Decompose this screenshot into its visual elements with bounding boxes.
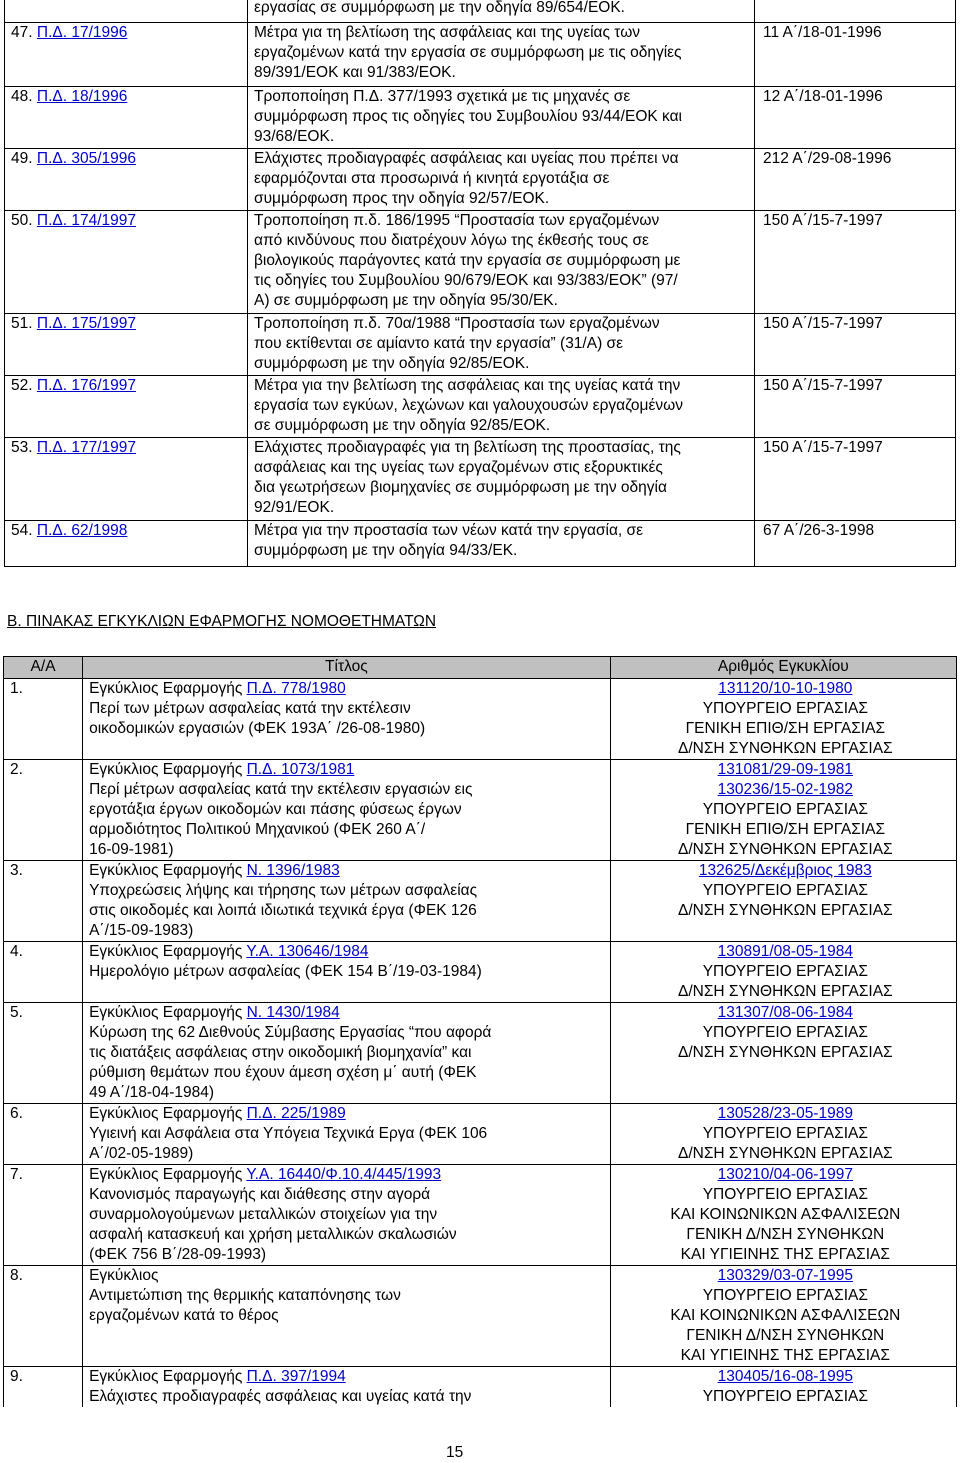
title-line: εργαζομένων κατά την εργασία σε συμμόρφωση με τις οδηγίες	[254, 44, 682, 61]
table-row	[5, 521, 956, 567]
table-row	[5, 376, 956, 438]
title-line: Τροποποίηση Π.Δ. 377/1993 σχετικά με τις μηχανές σε	[254, 88, 631, 105]
title-line: συμμόρφωση προς τις οδηγίες του Συμβουλίου 93/44/ΕΟΚ και	[254, 108, 682, 125]
row-number-cell	[4, 1003, 83, 1104]
row-number: 1.	[10, 680, 23, 697]
title-cell	[248, 211, 755, 314]
fek-value: 11 Α΄/18-01-1996	[763, 24, 882, 41]
circular-title-line: συναρμολογούμενων μεταλλικών στοιχείων για την	[89, 1206, 438, 1223]
law-link[interactable]: Π.Δ. 225/1989	[246, 1105, 346, 1122]
circular-title-line: Αντιμετώπιση της θερμικής καταπόνησης των	[89, 1287, 401, 1304]
circular-ref-link[interactable]: 130236/15-02-1982	[717, 781, 853, 798]
table-row	[4, 679, 957, 760]
row-number: 7.	[10, 1166, 23, 1183]
decree-link[interactable]: Π.Δ. 175/1997	[36, 315, 136, 332]
table-row	[4, 1165, 957, 1266]
circular-title-line: ρύθμιση θεμάτων που έχουν άμεση σχέση μ΄ αυτή (ΦΕΚ	[89, 1064, 477, 1081]
fek-cell	[755, 149, 956, 211]
title-line: βιολογικούς παράγοντες κατά την εργασία σε συμμόρφωση με	[254, 252, 681, 269]
circular-ref-link[interactable]: 130329/03-07-1995	[717, 1267, 853, 1284]
issuing-authority: ΓΕΝΙΚΗ Δ/ΝΣΗ ΣΥΝΘΗΚΩΝ	[686, 1327, 885, 1344]
circular-title-line: εργοτάξια έργων οικοδομών και πάσης φύσεως έργων	[89, 801, 462, 818]
row-number: 48.	[11, 88, 33, 105]
circular-title-line: εργαζομένων κατά το θέρος	[89, 1307, 279, 1324]
circular-title-line: Ημερολόγιο μέτρων ασφαλείας (ΦΕΚ 154 Β΄/19-03-1984)	[89, 963, 482, 980]
decree-link[interactable]: Π.Δ. 17/1996	[36, 24, 128, 41]
issuing-authority: ΥΠΟΥΡΓΕΙΟ ΕΡΓΑΣΙΑΣ	[702, 700, 868, 717]
row-number-cell	[4, 1165, 83, 1266]
row-number: 3.	[10, 862, 23, 879]
issuing-authority: ΓΕΝΙΚΗ ΕΠΙΘ/ΣΗ ΕΡΓΑΣΙΑΣ	[685, 821, 886, 838]
circular-number-cell	[610, 1266, 956, 1367]
circular-title-line: Α΄/15-09-1983)	[89, 922, 194, 939]
fek-cell	[755, 521, 956, 567]
law-link[interactable]: Υ.Α. 130646/1984	[246, 943, 369, 960]
circular-ref-link[interactable]: 130210/04-06-1997	[717, 1166, 853, 1183]
row-number: 50.	[11, 212, 33, 229]
title-line: Τροποποίηση π.δ. 186/1995 “Προστασία των εργαζομένων	[254, 212, 660, 229]
circular-heading	[89, 1266, 610, 1286]
circular-number-cell	[610, 679, 956, 760]
table-row	[5, 87, 956, 149]
title-line: Τροποποίηση π.δ. 70α/1988 “Προστασία των εργαζομένων	[254, 315, 660, 332]
decree-link[interactable]: Π.Δ. 176/1997	[36, 377, 136, 394]
issuing-authority: Δ/ΝΣΗ ΣΥΝΘΗΚΩΝ ΕΡΓΑΣΙΑΣ	[677, 983, 893, 1000]
circular-title-line: 16-09-1981)	[89, 841, 174, 858]
issuing-authority: ΓΕΝΙΚΗ Δ/ΝΣΗ ΣΥΝΘΗΚΩΝ	[686, 1226, 885, 1243]
circular-heading	[89, 1104, 610, 1124]
section-title: Β. ΠΙΝΑΚΑΣ ΕΓΚΥΚΛΙΩΝ ΕΦΑΡΜΟΓΗΣ ΝΟΜΟΘΕΤΗΜΑΤΩΝ	[7, 613, 437, 630]
row-number: 49.	[11, 150, 33, 167]
circular-number-cell	[610, 1003, 956, 1104]
circular-title-line: τις διατάξεις ασφάλειας στην οικοδομική βιομηχανία” και	[89, 1044, 472, 1061]
row-number: 8.	[10, 1267, 23, 1284]
circular-number-cell	[610, 1367, 956, 1408]
circular-title-line: Περί μέτρων ασφαλείας κατά την εκτέλεσιν εργασιών εις	[89, 781, 473, 798]
circular-number-cell	[610, 1165, 956, 1266]
circular-title-line: (ΦΕΚ 756 Β΄/28-09-1993)	[89, 1246, 267, 1263]
circular-title-line: Περί των μέτρων ασφαλείας κατά την εκτέλεσιν	[89, 700, 411, 717]
circular-title-cell	[83, 942, 611, 1003]
issuing-authority: ΥΠΟΥΡΓΕΙΟ ΕΡΓΑΣΙΑΣ	[702, 882, 868, 899]
table-row	[4, 1367, 957, 1408]
decree-link[interactable]: Π.Δ. 18/1996	[36, 88, 128, 105]
circular-number-cell	[610, 1104, 956, 1165]
row-number-cell	[4, 1104, 83, 1165]
fek-cell	[755, 211, 956, 314]
title-cell	[248, 314, 755, 376]
title-line: 92/91/ΕΟΚ.	[254, 499, 335, 516]
table-row	[4, 760, 957, 861]
row-number: 9.	[10, 1368, 23, 1385]
issuing-authority: ΥΠΟΥΡΓΕΙΟ ΕΡΓΑΣΙΑΣ	[702, 1186, 868, 1203]
decree-cell	[5, 149, 248, 211]
issuing-authority: ΓΕΝΙΚΗ ΕΠΙΘ/ΣΗ ΕΡΓΑΣΙΑΣ	[685, 720, 886, 737]
circular-heading	[89, 760, 610, 780]
issuing-authority: ΥΠΟΥΡΓΕΙΟ ΕΡΓΑΣΙΑΣ	[702, 1125, 868, 1142]
circular-number-cell	[610, 942, 956, 1003]
circular-title-cell	[83, 1165, 611, 1266]
fek-cell	[755, 314, 956, 376]
circular-type: Εγκύκλιος Εφαρμογής	[89, 680, 243, 697]
issuing-authority: ΥΠΟΥΡΓΕΙΟ ΕΡΓΑΣΙΑΣ	[702, 963, 868, 980]
row-number-cell	[4, 1266, 83, 1367]
decree-link[interactable]: Π.Δ. 174/1997	[36, 212, 136, 229]
title-line: Μέτρα για την βελτίωση της ασφάλειας και της υγείας κατά την	[254, 377, 681, 394]
fek-value: 12 Α΄/18-01-1996	[763, 88, 883, 105]
circular-title-line: Α΄/02-05-1989)	[89, 1145, 194, 1162]
table-row	[5, 211, 956, 314]
fek-cell	[755, 23, 956, 87]
row-number: 4.	[10, 943, 23, 960]
law-link[interactable]: Π.Δ. 778/1980	[246, 680, 346, 697]
row-number: 51.	[11, 315, 33, 332]
law-link[interactable]: Π.Δ. 397/1994	[246, 1368, 346, 1385]
row-number: 52.	[11, 377, 33, 394]
circular-type: Εγκύκλιος Εφαρμογής	[89, 761, 243, 778]
circular-ref-link[interactable]: 130528/23-05-1989	[717, 1105, 853, 1122]
issuing-authority: ΚΑΙ ΚΟΙΝΩΝΙΚΩΝ ΑΣΦΑΛΙΣΕΩΝ	[670, 1307, 901, 1324]
title-line: 89/391/ΕΟΚ και 91/383/ΕΟΚ.	[254, 64, 456, 81]
circular-title-line: Υποχρεώσεις λήψης και τήρησης των μέτρων ασφαλείας	[89, 882, 478, 899]
decree-cell	[5, 23, 248, 87]
header-row	[4, 657, 957, 679]
page-number: 15	[446, 1444, 464, 1461]
law-link[interactable]: Π.Δ. 1073/1981	[246, 761, 355, 778]
fek-cell	[755, 87, 956, 149]
issuing-authority: ΥΠΟΥΡΓΕΙΟ ΕΡΓΑΣΙΑΣ	[702, 1287, 868, 1304]
row-number: 53.	[11, 439, 33, 456]
circular-heading	[89, 861, 610, 881]
decree-cell	[5, 87, 248, 149]
title-line: που εκτίθενται σε αμίαντο κατά την εργασία” (31/Α) σε	[254, 335, 624, 352]
title-line: εφαρμόζονται στα προσωρινά ή κινητά εργοτάξια σε	[254, 170, 610, 187]
legislation-table	[4, 0, 956, 567]
title-line: 93/68/ΕΟΚ.	[254, 128, 335, 145]
circulars-table	[3, 656, 957, 1407]
issuing-authority: ΚΑΙ ΚΟΙΝΩΝΙΚΩΝ ΑΣΦΑΛΙΣΕΩΝ	[670, 1206, 901, 1223]
title-cell	[248, 0, 755, 23]
fek-value: 150 Α΄/15-7-1997	[763, 315, 883, 332]
title-cell	[248, 23, 755, 87]
row-number-cell	[4, 760, 83, 861]
fek-cell	[755, 438, 956, 521]
circular-heading	[89, 679, 610, 699]
decree-cell	[5, 211, 248, 314]
title-line: Ελάχιστες προδιαγραφές για τη βελτίωση της προστασίας, της	[254, 439, 681, 456]
circular-type: Εγκύκλιος Εφαρμογής	[89, 1368, 243, 1385]
title-cell	[248, 438, 755, 521]
row-number: 2.	[10, 761, 23, 778]
circular-heading	[89, 942, 610, 962]
title-line: τις οδηγίες του Συμβουλίου 90/679/ΕΟΚ και 93/383/ΕΟΚ” (97/	[254, 272, 678, 289]
table-row	[4, 1003, 957, 1104]
circular-ref-link[interactable]: 130891/08-05-1984	[717, 943, 853, 960]
circular-title-line: Ελάχιστες προδιαγραφές ασφάλειας και υγείας κατά την	[89, 1388, 472, 1405]
title-line: εργασία των εγκύων, λεχώνων και γαλουχουσών εργαζομένων	[254, 397, 683, 414]
circular-type: Εγκύκλιος Εφαρμογής	[89, 1004, 243, 1021]
title-cell	[248, 521, 755, 567]
issuing-authority: ΥΠΟΥΡΓΕΙΟ ΕΡΓΑΣΙΑΣ	[702, 1024, 868, 1041]
table-row	[5, 23, 956, 87]
circular-type: Εγκύκλιος Εφαρμογής	[89, 862, 243, 879]
circular-type: Εγκύκλιος Εφαρμογής	[89, 1105, 243, 1122]
row-number: 54.	[11, 522, 33, 539]
decree-link[interactable]: Π.Δ. 62/1998	[36, 522, 128, 539]
row-number-cell	[4, 1367, 83, 1408]
issuing-authority: ΚΑΙ ΥΓΙΕΙΝΗΣ ΤΗΣ ΕΡΓΑΣΙΑΣ	[680, 1347, 890, 1364]
circular-title-line: Κύρωση της 62 Διεθνούς Σύμβασης Εργασίας “που αφορά	[89, 1024, 492, 1041]
title-line: ασφάλειας και της υγείας των εργαζομένων στις εξορυκτικές	[254, 459, 663, 476]
table-row	[5, 314, 956, 376]
issuing-authority: Δ/ΝΣΗ ΣΥΝΘΗΚΩΝ ΕΡΓΑΣΙΑΣ	[677, 740, 893, 757]
table-row	[4, 942, 957, 1003]
title-cell	[248, 376, 755, 438]
circular-ref-link[interactable]: 131120/10-10-1980	[718, 680, 853, 697]
table-row	[5, 0, 956, 23]
issuing-authority: Δ/ΝΣΗ ΣΥΝΘΗΚΩΝ ΕΡΓΑΣΙΑΣ	[677, 1044, 893, 1061]
title-line: συμμόρφωση με την οδηγία 94/33/ΕΚ.	[254, 542, 518, 559]
title-cell	[248, 149, 755, 211]
fek-value: 212 Α΄/29-08-1996	[763, 150, 892, 167]
circular-type: Εγκύκλιος Εφαρμογής	[89, 943, 243, 960]
title-line: Μέτρα για τη βελτίωση της ασφάλειας και της υγείας των	[254, 24, 641, 41]
decree-link[interactable]: Π.Δ. 177/1997	[36, 439, 136, 456]
circular-title-cell	[83, 1003, 611, 1104]
title-line: Α) σε συμμόρφωση με την οδηγία 95/30/ΕΚ.	[254, 292, 558, 309]
circular-title-line: Κανονισμός παραγωγής και διάθεσης στην αγορά	[89, 1186, 431, 1203]
circular-title-cell	[83, 1104, 611, 1165]
circular-title-line: Υγιεινή και Ασφάλεια στα Υπόγεια Τεχνικά Εργα (ΦΕΚ 106	[89, 1125, 488, 1142]
title-line: δια γεωτρήσεων βιομηχανίες σε συμμόρφωση με την οδηγία	[254, 479, 667, 496]
issuing-authority: Δ/ΝΣΗ ΣΥΝΘΗΚΩΝ ΕΡΓΑΣΙΑΣ	[677, 1145, 893, 1162]
issuing-authority: ΥΠΟΥΡΓΕΙΟ ΕΡΓΑΣΙΑΣ	[702, 801, 868, 818]
circular-heading	[89, 1003, 610, 1023]
circular-title-line: αρμοδιότητος Πολιτικού Μηχανικού (ΦΕΚ 260 Α΄/	[89, 821, 426, 838]
fek-value: 150 Α΄/15-7-1997	[763, 439, 883, 456]
fek-cell	[755, 376, 956, 438]
decree-cell	[5, 438, 248, 521]
fek-value: 67 Α΄/26-3-1998	[763, 522, 875, 539]
circular-number-cell	[610, 760, 956, 861]
title-line: συμμόρφωση προς την οδηγία 92/57/ΕΟΚ.	[254, 190, 550, 207]
law-link[interactable]: Υ.Α. 16440/Φ.10.4/445/1993	[246, 1166, 442, 1183]
title-line: σε συμμόρφωση με την οδηγία 92/85/ΕΟΚ.	[254, 417, 551, 434]
fek-cell	[755, 0, 956, 23]
law-link[interactable]: Ν. 1430/1984	[246, 1004, 340, 1021]
circular-number-cell	[610, 861, 956, 942]
circular-type: Εγκύκλιος	[89, 1267, 159, 1284]
issuing-authority: ΥΠΟΥΡΓΕΙΟ ΕΡΓΑΣΙΑΣ	[702, 1388, 868, 1405]
circular-title-cell	[83, 1266, 611, 1367]
decree-cell	[5, 376, 248, 438]
title-line: Μέτρα για την προστασία των νέων κατά την εργασία, σε	[254, 522, 643, 539]
row-number: 47.	[11, 24, 33, 41]
decree-cell	[5, 314, 248, 376]
title-line: εργασίας σε συμμόρφωση με την οδηγία 89/654/ΕΟΚ.	[254, 0, 625, 16]
row-number-cell	[4, 679, 83, 760]
table-row	[4, 1266, 957, 1367]
issuing-authority: ΚΑΙ ΥΓΙΕΙΝΗΣ ΤΗΣ ΕΡΓΑΣΙΑΣ	[680, 1246, 890, 1263]
circular-title-line: ασφαλή κατασκευή και χρήση μεταλλικών σκαλωσιών	[89, 1226, 457, 1243]
law-link[interactable]: Ν. 1396/1983	[246, 862, 340, 879]
title-line: συμμόρφωση με την οδηγία 92/85/ΕΟΚ.	[254, 355, 530, 372]
title-line: Ελάχιστες προδιαγραφές ασφάλειας και υγείας που πρέπει να	[254, 150, 679, 167]
circular-title-cell	[83, 861, 611, 942]
fek-value: 150 Α΄/15-7-1997	[763, 212, 883, 229]
circular-heading	[89, 1367, 610, 1387]
issuing-authority: Δ/ΝΣΗ ΣΥΝΘΗΚΩΝ ΕΡΓΑΣΙΑΣ	[677, 841, 893, 858]
circular-ref-link[interactable]: 132625/Δεκέμβριος 1983	[698, 862, 872, 879]
circular-ref-link[interactable]: 131307/08-06-1984	[717, 1004, 853, 1021]
row-number-cell	[4, 942, 83, 1003]
table-row	[4, 1104, 957, 1165]
circular-ref-link[interactable]: 131081/29-09-1981	[717, 761, 853, 778]
circular-ref-link[interactable]: 130405/16-08-1995	[717, 1368, 853, 1385]
table-row	[4, 861, 957, 942]
circular-title-line: οικοδομικών εργασιών (ΦΕΚ 193Α΄ /26-08-1980)	[89, 720, 426, 737]
title-cell	[248, 87, 755, 149]
header-circular-number: Αριθμός Εγκυκλίου	[610, 657, 956, 679]
circular-title-line: 49 Α΄/18-04-1984)	[89, 1084, 215, 1101]
circular-title-cell	[83, 1367, 611, 1408]
row-number: 5.	[10, 1004, 23, 1021]
circular-type: Εγκύκλιος Εφαρμογής	[89, 1166, 243, 1183]
circular-title-cell	[83, 679, 611, 760]
decree-cell	[5, 521, 248, 567]
table-row	[5, 438, 956, 521]
issuing-authority: Δ/ΝΣΗ ΣΥΝΘΗΚΩΝ ΕΡΓΑΣΙΑΣ	[677, 902, 893, 919]
decree-cell	[5, 0, 248, 23]
circular-heading	[89, 1165, 610, 1185]
table-row	[5, 149, 956, 211]
circular-title-cell	[83, 760, 611, 861]
row-number: 6.	[10, 1105, 23, 1122]
row-number-cell	[4, 861, 83, 942]
decree-link[interactable]: Π.Δ. 305/1996	[36, 150, 136, 167]
header-title: Τίτλος	[83, 657, 611, 679]
circular-title-line: στις οικοδομές και λοιπά ιδιωτικά τεχνικά έργα (ΦΕΚ 126	[89, 902, 477, 919]
fek-value: 150 Α΄/15-7-1997	[763, 377, 883, 394]
header-aa: Α/Α	[4, 657, 83, 679]
title-line: από κινδύνους που διατρέχουν λόγω της έκθεσής τους σε	[254, 232, 649, 249]
